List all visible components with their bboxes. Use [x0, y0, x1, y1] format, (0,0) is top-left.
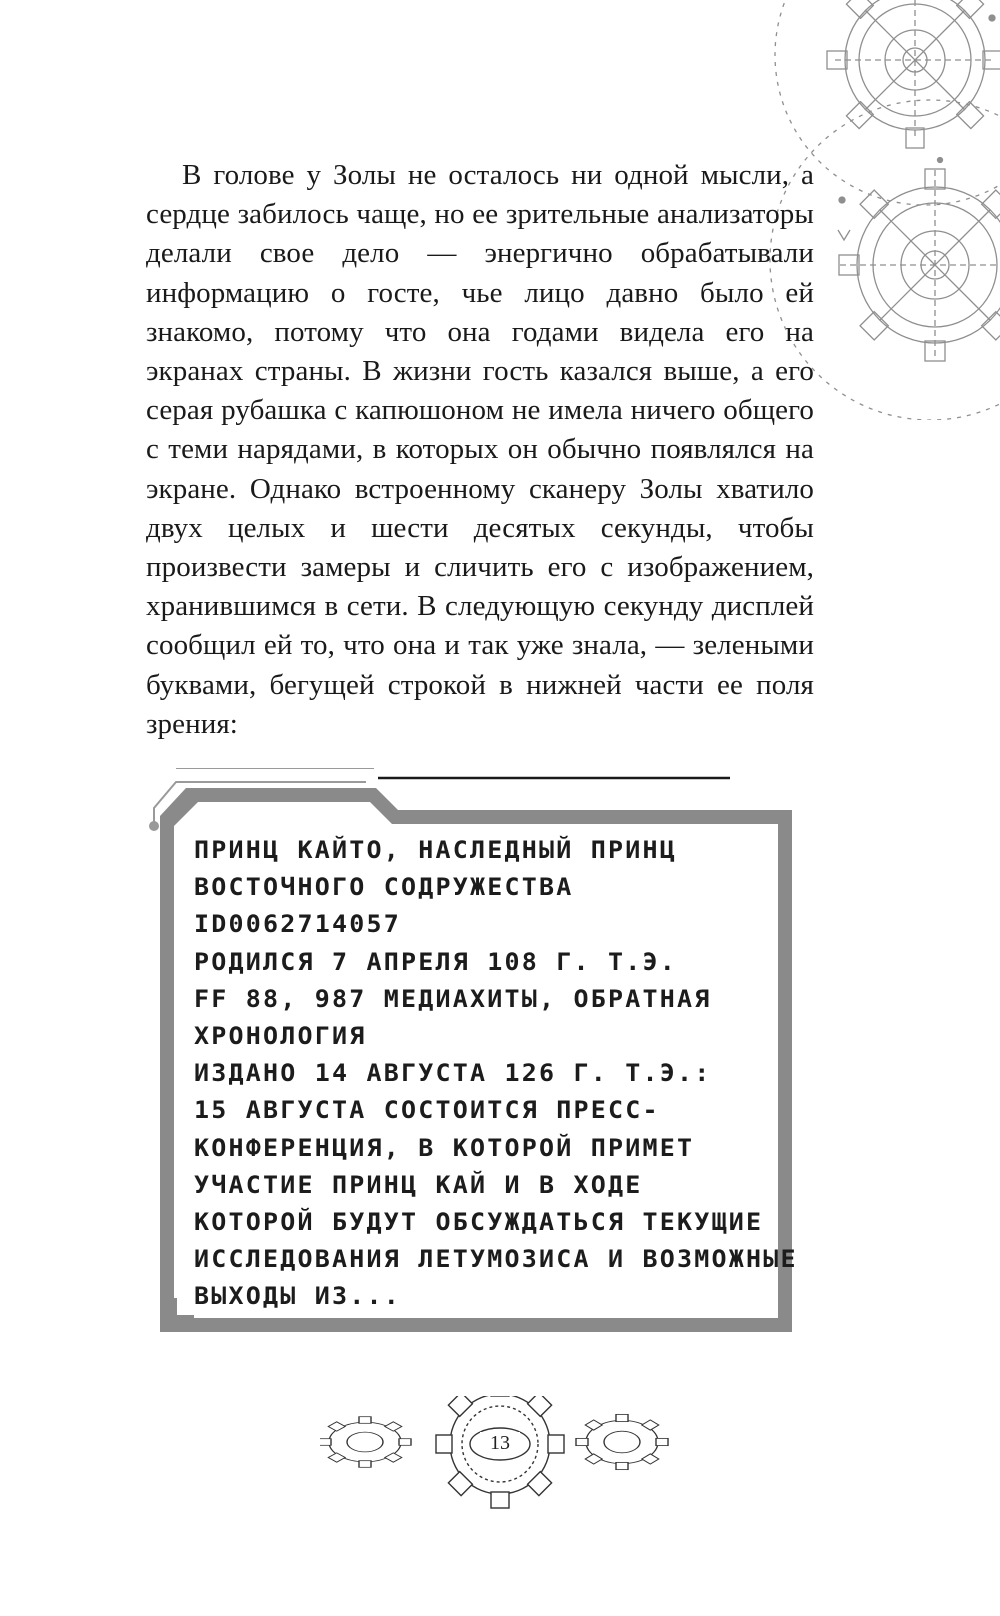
body-text — [146, 156, 814, 744]
display-line: ИЗДАНО 14 АВГУСТА 126 Г. Т.Э.: — [194, 1059, 712, 1087]
display-line: КОНФЕРЕНЦИЯ, В КОТОРОЙ ПРИМЕТ — [194, 1133, 695, 1162]
display-line: 15 АВГУСТА СОСТОИТСЯ ПРЕСС- — [194, 1096, 660, 1125]
page-number: 13 — [480, 1432, 520, 1454]
display-line: FF 88, 987 МЕДИАХИТЫ, ОБРАТНАЯ — [194, 984, 712, 1013]
paragraph: В голове у Золы не осталось ни одной мысли, а сердце забилось чаще, но ее зрительные анализаторы делали свое дело — энергично обрабатывали информацию о госте, чье лицо давно было ей знакомо, потому что она годами видела его на экранах страны. В жизни гость казался выше, а его серая рубашка с капюшоном не имела ничего общего с теми нарядами, в которых он обычно появлялся на экране. Однако встроенному сканеру Золы хватило двух целых и шести десятых секунды, чтобы произвести замеры и сличить его с изображением, хранившимся в сети. В следующую секунду дисплей сообщил ей то, что она и так уже знала, — зелеными буквами, бегущей строкой в нижней части ее поля зрения: — [146, 159, 814, 740]
display-line: ХРОНОЛОГИЯ — [194, 1021, 367, 1050]
display-text — [194, 832, 804, 1316]
display-line: ВЫХОДЫ ИЗ... — [194, 1282, 402, 1311]
footer-gears — [320, 1396, 680, 1516]
page-footer — [320, 1396, 680, 1516]
display-line: УЧАСТИЕ ПРИНЦ КАЙ И В ХОДЕ — [194, 1170, 643, 1199]
display-line: ИССЛЕДОВАНИЯ ЛЕТУМОЗИСА И ВОЗМОЖНЫЕ — [194, 1245, 798, 1273]
retina-display-panel — [146, 768, 816, 1348]
display-line: КОТОРОЙ БУДУТ ОБСУЖДАТЬСЯ ТЕКУЩИЕ — [194, 1207, 764, 1236]
display-line: ПРИНЦ КАЙТО, НАСЛЕДНЫЙ ПРИНЦ — [194, 835, 678, 864]
gear-icon — [576, 1414, 668, 1469]
gear-icon — [320, 1417, 411, 1468]
display-line: ВОСТОЧНОГО СОДРУЖЕСТВА — [194, 873, 574, 901]
display-line: РОДИЛСЯ 7 АПРЕЛЯ 108 Г. Т.Э. — [194, 947, 678, 976]
display-line: ID0062714057 — [194, 910, 402, 939]
